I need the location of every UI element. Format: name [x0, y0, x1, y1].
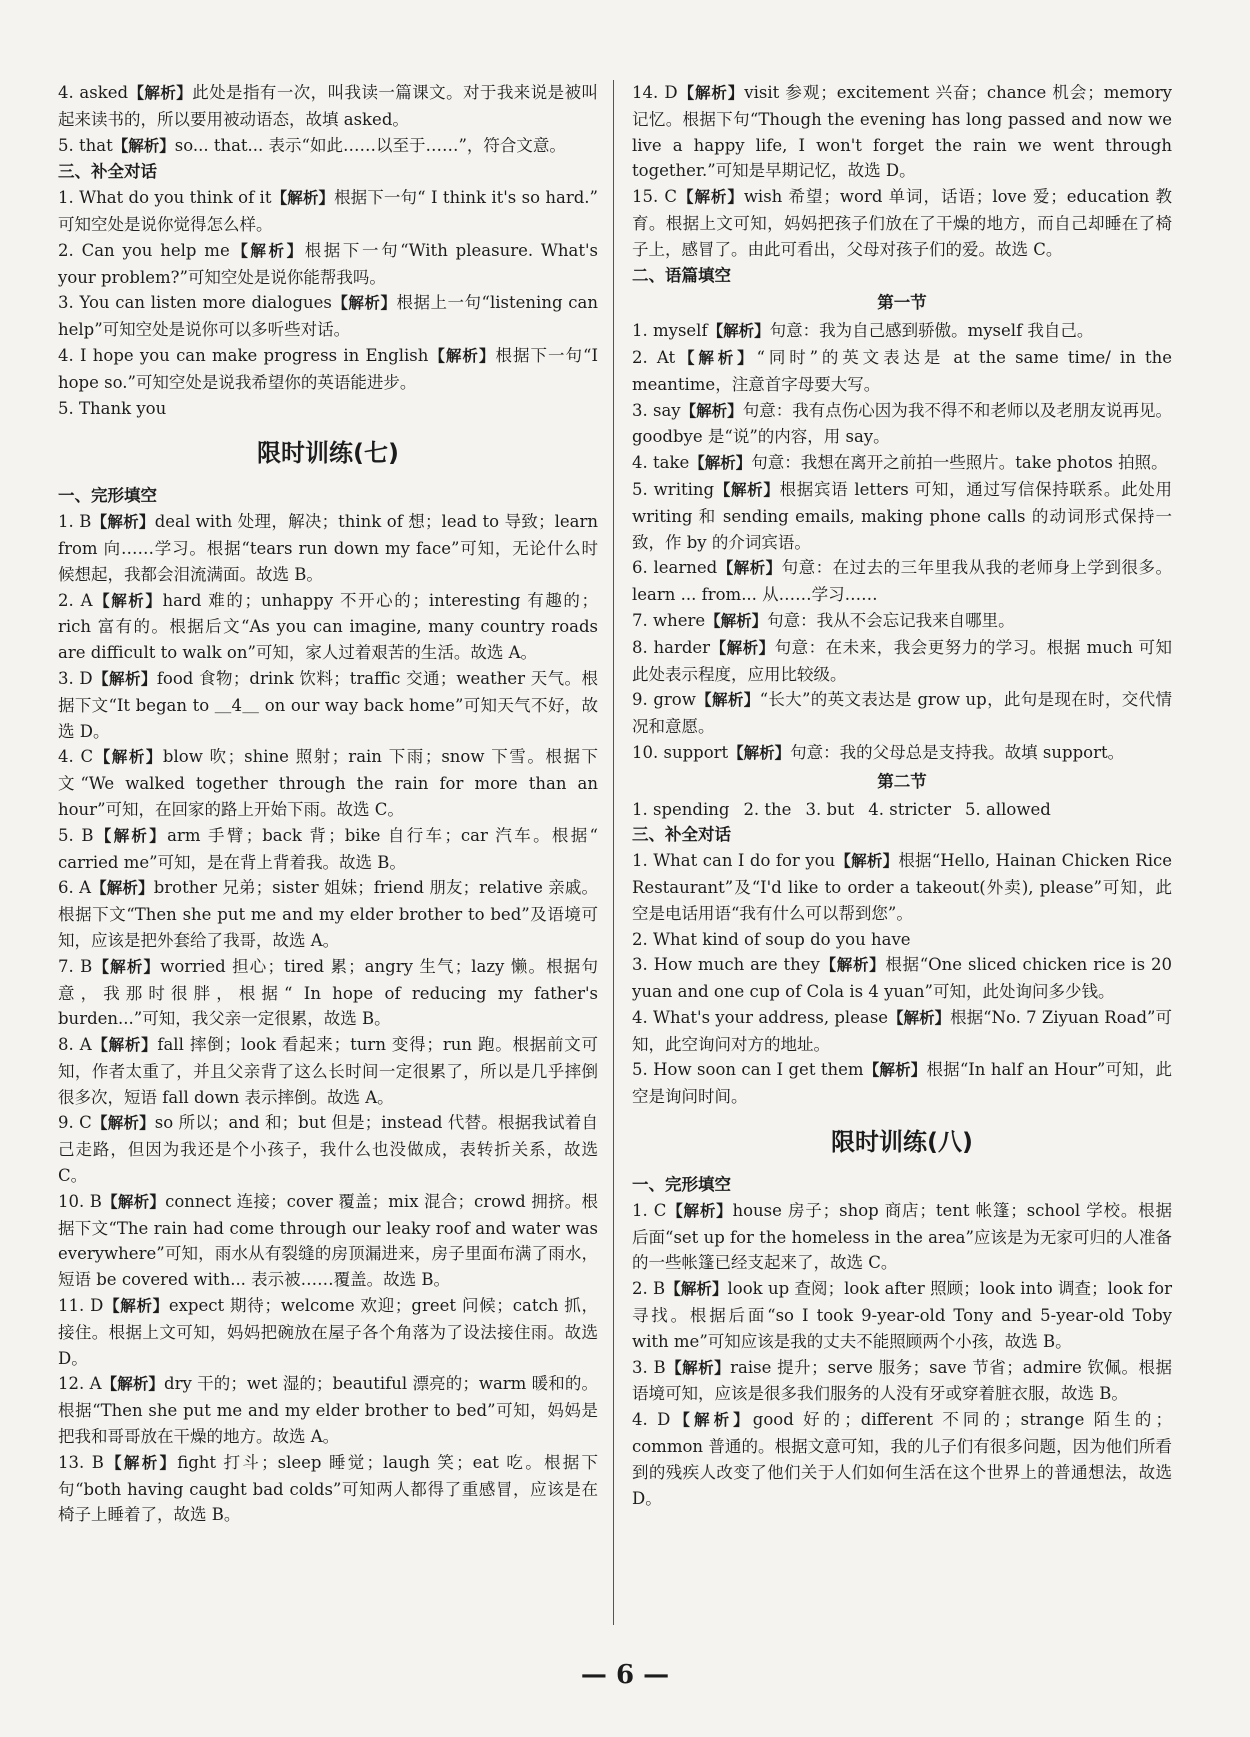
analysis-text: hard 难的；unhappy 不开心的；interesting 有趣的；rich 富有的。根据后文“As you can imagine, many country roads are difficult to walk on”可知，家人过着艰苦的生活。故选 A。 [58, 590, 599, 663]
answer-number: 4. What's your address, please [632, 1007, 889, 1027]
analysis-tag: 【解析】 [91, 879, 154, 898]
answer-number: 2. A [58, 590, 93, 610]
answer-number: 4. D [632, 1410, 671, 1430]
answer-entry [632, 1276, 1172, 1354]
section-title-7: 限时训练(七) [257, 439, 399, 468]
analysis-text: wish 希望；word 单词，话语；love 爱；education 教育。根据上文可知，妈妈把孩子们放在了干燥的地方，而自己却睡在了椅子上，感冒了。由此可看出，父母对孩子们的爱。故选 C。 [632, 187, 1172, 259]
answer-number: 3. You can listen more dialogues [58, 293, 332, 313]
analysis-tag: 【解析】 [665, 1358, 731, 1377]
answer-entry [632, 1005, 1172, 1058]
analysis-tag: 【解析】 [91, 1036, 158, 1055]
analysis-tag: 【解析】 [101, 1375, 165, 1394]
analysis-text: 根据下一句“I hope so.”可知空处是说我希望你的英语能进步。 [58, 345, 598, 392]
answer-number: 1. What do you think of it [58, 188, 272, 208]
analysis-tag: 【解析】 [707, 322, 770, 341]
analysis-text: raise 提升；serve 服务；save 节省；admire 钦佩。根据语境可知，应该是很多我们服务的人没有牙或穿着脏衣服，故选 B。 [632, 1357, 1172, 1404]
answer-number: 5. writing [632, 479, 715, 499]
answer-entry [632, 450, 1172, 477]
analysis-tag: 【解析】 [675, 348, 757, 367]
analysis-text: 此处是指有一次，叫我读一篇课文。对于我来说是被叫起来读书的，所以要用被动语态，故填 asked。 [58, 83, 598, 129]
answer-number: 8. harder [632, 637, 711, 657]
analysis-tag: 【解析】 [689, 454, 752, 473]
analysis-tag: 【解析】 [229, 241, 305, 260]
left-cloze-entries [58, 509, 598, 1528]
answer-entry [58, 133, 598, 160]
analysis-text: 句意：我有点伤心因为我不得不和老师以及老朋友说再见。goodbye 是“说”的内容，用 say。 [632, 400, 1172, 447]
answer-entry [58, 290, 598, 343]
answer-number: 6. A [58, 878, 92, 898]
answer-number: 8. A [58, 1035, 92, 1055]
answer-number: 3. How much are they [632, 955, 820, 975]
answer-number: 13. B [58, 1452, 104, 1472]
analysis-tag: 【解析】 [677, 188, 744, 207]
answer-entry [632, 398, 1172, 451]
part1-heading: 第一节 [877, 293, 927, 313]
analysis-text: 句意：我的父母总是支持我。故填 support。 [790, 742, 1125, 762]
analysis-text: 根据“No. 7 Ziyuan Road”可知，此空询问对方的地址。 [632, 1007, 1172, 1054]
answer-entry [632, 1407, 1172, 1511]
answer-number: 4. asked [58, 83, 129, 102]
analysis-tag: 【解析】 [271, 189, 335, 208]
answer-entry [58, 744, 598, 822]
answer-number: 3. say [632, 400, 681, 420]
part2-answers [632, 797, 1172, 823]
answer-entry [58, 343, 598, 396]
analysis-tag: 【解析】 [92, 957, 161, 976]
short-answer: 1. spending [632, 799, 730, 819]
answer-entry [632, 345, 1172, 398]
answer-entry [632, 318, 1172, 345]
analysis-tag: 【解析】 [728, 743, 791, 762]
analysis-text: 根据“One sliced chicken rice is 20 yuan and one cup of Cola is 4 yuan”可知，此处询问多少钱。 [632, 955, 1172, 1002]
analysis-tag: 【解析】 [680, 401, 743, 420]
answer-number: 4. take [632, 453, 690, 473]
analysis-text: dry 干的；wet 湿的；beautiful 漂亮的；warm 暖和的。根据“Then she put me and my elder brother to bed”可知，妈妈是把我和哥哥放在干燥的地方。故选 A。 [58, 1374, 598, 1447]
analysis-text: look up 查阅；look after 照顾；look into 调查；look for 寻找。根据后面“so I took 9-year-old Tony and 5-year-old Toby with me”可知应该是我的丈夫不能照顾两个小孩，故选 B。 [632, 1279, 1172, 1351]
answer-entry [58, 185, 598, 238]
analysis-tag: 【解析】 [819, 956, 886, 975]
analysis-text: 根据宾语 letters 可知，通过写信保持联系。此处用 writing 和 sending emails, making phone calls 的动词形式保持一致，作 by 的介词宾语。 [632, 479, 1172, 552]
answer-number: 11. D [58, 1296, 104, 1316]
analysis-text: food 食物；drink 饮料；traffic 交通；weather 天气。根据下文“It began to ＿4＿ on our way back home”可知天气不好，故选 D。 [58, 668, 598, 741]
analysis-tag: 【解析】 [103, 1297, 169, 1316]
answer-entry [632, 184, 1172, 262]
analysis-text: worried 担心；tired 累；angry 生气；lazy 懒。根据句意，我那时很胖，根据“ In hope of reducing my father's burden...”可知，我父亲一定很累，故选 B。 [58, 956, 598, 1029]
short-answer: 4. stricter [868, 799, 952, 819]
answer-entry [58, 1371, 598, 1449]
answer-entry [58, 666, 598, 744]
analysis-text: 根据“In half an Hour”可知，此空是询问时间。 [632, 1060, 1172, 1107]
part2-heading: 第二节 [877, 771, 927, 791]
analysis-text: visit 参观；excitement 兴奋；chance 机会；memory 记忆。根据下句“Though the evening has long passed and now we live a happy life, I won't forget the rain we went through together.”可知是早期记忆，故选 D。 [632, 83, 1172, 181]
analysis-text: brother 兄弟；sister 姐妹；friend 朋友；relative 亲戚。根据下文“Then she put me and my elder brother to bed”及语境可知，应该是把外套给了我哥，故选 A。 [58, 878, 598, 950]
column-divider [613, 80, 614, 1625]
answer-entry [632, 848, 1172, 926]
analysis-text: 根据下一句“ I think it's so hard.” 可知空处是说你觉得怎么样。 [58, 188, 598, 234]
short-answer: 5. allowed [965, 799, 1051, 819]
answer-entry [632, 687, 1172, 740]
analysis-text: 句意：我从不会忘记我来自哪里。 [767, 610, 1015, 630]
answer-entry [58, 509, 598, 587]
answer-entry [58, 1110, 598, 1188]
answer-entry [58, 1293, 598, 1371]
answer-number: 2. What kind of soup do you have [632, 929, 911, 949]
answer-number: 6. learned [632, 558, 718, 578]
answer-number: 3. D [58, 668, 93, 688]
analysis-text: fight 打斗；sleep 睡觉；laugh 笑；eat 吃。根据下句“both having caught bad colds”可知两人都得了重感冒，应该是在椅子上睡着了，故选 B。 [58, 1452, 598, 1525]
answer-number: 2. At [632, 347, 676, 367]
answer-number: 10. B [58, 1191, 102, 1211]
answer-number: 14. D [632, 83, 678, 102]
answer-entry [58, 875, 598, 953]
right-column [632, 80, 1172, 1511]
analysis-tag: 【解析】 [92, 669, 157, 688]
left-top-entries [58, 80, 598, 159]
answer-number: 4. I hope you can make progress in English [58, 345, 429, 365]
analysis-text: 句意：在未来，我会更努力的学习。根据 much 可知此处表示程度，应用比较级。 [632, 637, 1172, 684]
analysis-tag: 【解析】 [670, 1411, 753, 1430]
answer-entry [58, 396, 598, 422]
analysis-tag: 【解析】 [93, 826, 168, 845]
analysis-tag: 【解析】 [714, 480, 780, 499]
answer-number: 7. where [632, 610, 706, 630]
answer-entry [58, 1032, 598, 1110]
answer-number: 9. C [58, 1113, 92, 1133]
analysis-tag: 【解析】 [93, 748, 163, 767]
analysis-text: deal with 处理，解决；think of 想；lead to 导致；learn from 向……学习。根据“tears run down my face”可知，无论什么时候想起，我都会泪流满面。故选 B。 [58, 512, 598, 584]
answer-number: 2. Can you help me [58, 240, 230, 260]
page-number: — 6 — [580, 1660, 670, 1690]
analysis-text: arm 手臂；back 背；bike 自行车；car 汽车。根据“ carried me”可知，是在背上背着我。故选 B。 [58, 825, 598, 872]
short-answer: 3. but [805, 799, 855, 819]
answer-entry [632, 1198, 1172, 1276]
analysis-text: 根据“Hello, Hainan Chicken Rice Restaurant”及“I'd like to order a takeout(外卖), please”可知，此空是电话用语“我有什么可以帮到您”。 [632, 851, 1172, 923]
right-top-entries [632, 80, 1172, 263]
answer-entry [632, 740, 1172, 767]
answer-number: 9. grow [632, 690, 696, 710]
answer-entry [632, 952, 1172, 1005]
answer-entry [632, 477, 1172, 555]
analysis-text: expect 期待；welcome 欢迎；greet 问候；catch 抓，接住。根据上文可知，妈妈把碗放在屋子各个角落为了设法接住雨。故选 D。 [58, 1296, 598, 1368]
answer-number: 15. C [632, 187, 678, 207]
part1-entries [632, 318, 1172, 767]
analysis-text: 根据上一句“listening can help”可知空处是说你可以多听些对话。 [58, 293, 598, 340]
answer-entry [58, 823, 598, 876]
answer-entry [58, 588, 598, 666]
left-dialog-entries [58, 185, 598, 421]
answer-number: 5. that [58, 135, 113, 155]
analysis-text: 句意：我想在离开之前拍一些照片。take photos 拍照。 [751, 453, 1168, 473]
analysis-text: “同时”的英文表达是 at the same time/ in the meantime，注意首字母要大写。 [632, 347, 1172, 394]
analysis-tag: 【解析】 [128, 84, 193, 102]
answer-number: 1. C [632, 1200, 667, 1220]
right-cloze-entries [632, 1198, 1172, 1512]
analysis-text: connect 连接；cover 覆盖；mix 混合；crowd 拥挤。根据下文“The rain had come through our leaky roof and water was everywhere”可知，雨水从有裂缝的房顶漏进来，房子里面布满了雨水，短语 be covered with... 表示被……覆盖。故选 B。 [58, 1191, 598, 1290]
answer-number: 7. B [58, 956, 93, 976]
analysis-text: good 好的；different 不同的；strange 陌生的；common 普通的。根据文意可知，我的儿子们有很多问题，因为他们所看到的残疾人改变了他们关于人们如何生活在这个世界上的普通想法，故选 D。 [632, 1410, 1172, 1508]
answer-number: 1. B [58, 512, 92, 532]
answer-entry [632, 555, 1172, 608]
analysis-tag: 【解析】 [666, 1201, 733, 1220]
analysis-tag: 【解析】 [717, 559, 782, 578]
answer-number: 1. myself [632, 321, 708, 341]
analysis-tag: 【解析】 [665, 1280, 728, 1299]
right-dialog-heading: 三、补全对话 [632, 825, 731, 845]
analysis-text: “长大”的英文表达是 grow up，此句是现在时，交代情况和意愿。 [632, 690, 1172, 737]
analysis-tag: 【解析】 [888, 1008, 951, 1027]
analysis-text: so... that... 表示“如此……以至于……”，符合文意。 [174, 135, 566, 155]
analysis-tag: 【解析】 [92, 591, 163, 610]
analysis-tag: 【解析】 [835, 852, 899, 871]
analysis-text: house 房子；shop 商店；tent 帐篷；school 学校。根据后面“set up for the homeless in the area”应该是为无家可归的人准备的一些帐篷已经支起来了，故选 C。 [632, 1200, 1172, 1273]
short-answer: 2. the [743, 799, 792, 819]
analysis-text: 句意：在过去的三年里我从我的老师身上学到很多。learn ... from... 从……学习…… [632, 558, 1172, 605]
analysis-tag: 【解析】 [863, 1061, 927, 1080]
analysis-text: so 所以；and 和；but 但是；instead 代替。根据我试着自己走路，但因为我还是个小孩子，我什么也没做成，表转折关系，故选 C。 [58, 1113, 598, 1186]
analysis-text: 根据下一句“With pleasure. What's your problem?”可知空处是说你能帮我吗。 [58, 240, 598, 287]
right-dialog-entries [632, 848, 1172, 1110]
answer-entry [58, 238, 598, 291]
answer-number: 4. C [58, 747, 94, 767]
analysis-tag: 【解析】 [91, 513, 155, 532]
analysis-tag: 【解析】 [710, 638, 775, 657]
answer-entry [632, 608, 1172, 635]
section-title-8: 限时训练(八) [831, 1128, 973, 1157]
analysis-tag: 【解析】 [91, 1114, 155, 1133]
answer-number: 3. B [632, 1357, 666, 1377]
left-column [58, 80, 598, 1528]
answer-entry [632, 1355, 1172, 1408]
answer-entry [58, 1450, 598, 1528]
answer-number: 5. B [58, 825, 94, 845]
answer-number: 10. support [632, 742, 729, 762]
analysis-text: 句意：我为自己感到骄傲。myself 我自己。 [769, 321, 1094, 341]
answer-entry [632, 927, 1172, 953]
answer-entry [632, 80, 1172, 184]
left-dialog-heading: 三、补全对话 [58, 162, 157, 182]
answer-entry [632, 635, 1172, 688]
answer-number: 5. How soon can I get them [632, 1060, 864, 1080]
analysis-text: fall 摔倒；look 看起来；turn 变得；run 跑。根据前文可知，作者太重了，并且父亲背了这么长时间一定很累了，所以是几乎摔倒很多次，短语 fall down 表示摔倒。故选 A。 [58, 1035, 598, 1107]
passage-heading: 二、语篇填空 [632, 265, 731, 285]
analysis-tag: 【解析】 [695, 691, 760, 710]
analysis-tag: 【解析】 [428, 346, 496, 365]
analysis-tag: 【解析】 [677, 84, 745, 102]
left-cloze-heading: 一、完形填空 [58, 486, 157, 506]
analysis-tag: 【解析】 [705, 611, 768, 630]
answer-entry [632, 1057, 1172, 1110]
answer-entry [58, 80, 598, 133]
right-cloze-heading: 一、完形填空 [632, 1175, 731, 1195]
answer-number: 1. What can I do for you [632, 851, 836, 871]
answer-number: 5. Thank you [58, 398, 167, 418]
answer-number: 2. B [632, 1279, 666, 1299]
analysis-tag: 【解析】 [331, 294, 397, 313]
analysis-tag: 【解析】 [103, 1453, 178, 1472]
answer-entry [58, 954, 598, 1032]
analysis-tag: 【解析】 [101, 1192, 166, 1211]
answer-number: 12. A [58, 1374, 102, 1394]
analysis-text: blow 吹；shine 照射；rain 下雨；snow 下雪。根据下文“We walked together through the rain for more than an hour”可知，在回家的路上开始下雨。故选 C。 [58, 747, 598, 819]
answer-entry [58, 1189, 598, 1293]
analysis-tag: 【解析】 [112, 136, 175, 155]
